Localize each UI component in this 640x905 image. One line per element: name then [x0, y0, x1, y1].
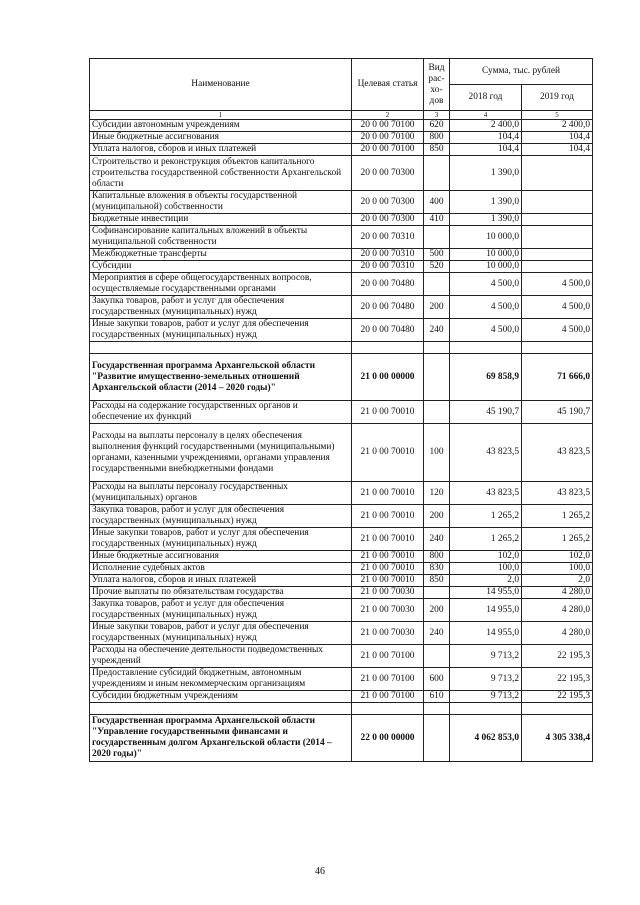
table-row [90, 482, 593, 505]
row-expense-type: 120 [424, 482, 450, 505]
row-name [90, 342, 352, 354]
row-name: Закупка товаров, работ и услуг для обеспечения государственных (муниципальных) нужд [90, 296, 352, 319]
row-expense-type: 240 [424, 528, 450, 551]
row-name: Мероприятия в сфере общегосударственных вопросов, осуществляемые государственными органами [90, 273, 352, 296]
row-target-code: 20 0 00 70310 [352, 249, 424, 261]
row-sum-2018: 1 390,0 [450, 214, 522, 226]
row-sum-2019 [522, 214, 593, 226]
row-sum-2019: 4 280,0 [522, 622, 593, 645]
table-row [90, 156, 593, 191]
row-name: Иные закупки товаров, работ и услуг для обеспечения государственных (муниципальных) нужд [90, 622, 352, 645]
row-sum-2018: 104,4 [450, 144, 522, 156]
table-row [90, 715, 593, 762]
row-name: Субсидии бюджетным учреждениям [90, 691, 352, 703]
row-sum-2018: 2,0 [450, 575, 522, 587]
column-number: 4 [450, 111, 522, 120]
row-expense-type: 850 [424, 575, 450, 587]
row-name: Софинансирование капитальных вложений в объекты муниципальной собственности [90, 226, 352, 249]
row-sum-2018: 45 190,7 [450, 401, 522, 424]
row-sum-2018: 10 000,0 [450, 226, 522, 249]
row-target-code: 20 0 00 70300 [352, 214, 424, 226]
row-sum-2019: 2 400,0 [522, 120, 593, 132]
table-row [90, 551, 593, 563]
row-sum-2019 [522, 703, 593, 715]
header-name: Наименование [90, 59, 352, 111]
row-target-code: 21 0 00 70030 [352, 599, 424, 622]
row-name: Иные бюджетные ассигнования [90, 132, 352, 144]
row-expense-type: 520 [424, 261, 450, 273]
row-sum-2019: 102,0 [522, 551, 593, 563]
row-name: Уплата налогов, сборов и иных платежей [90, 144, 352, 156]
row-name: Расходы на выплаты персоналу государственных (муниципальных) органов [90, 482, 352, 505]
row-sum-2019 [522, 226, 593, 249]
row-expense-type: 240 [424, 622, 450, 645]
row-expense-type: 100 [424, 424, 450, 482]
row-expense-type [424, 715, 450, 762]
row-sum-2018: 10 000,0 [450, 261, 522, 273]
row-expense-type: 500 [424, 249, 450, 261]
column-number: 1 [90, 111, 352, 120]
row-expense-type: 600 [424, 668, 450, 691]
row-sum-2018: 43 823,5 [450, 482, 522, 505]
table-row [90, 645, 593, 668]
row-expense-type: 620 [424, 120, 450, 132]
row-target-code: 20 0 00 70300 [352, 191, 424, 214]
row-sum-2018: 4 500,0 [450, 296, 522, 319]
row-name: Предоставление субсидий бюджетным, автономным учреждениям и иным некоммерческим организациям [90, 668, 352, 691]
table-row [90, 424, 593, 482]
row-name: Капитальные вложения в объекты государственной (муниципальной) собственности [90, 191, 352, 214]
row-sum-2019: 71 666,0 [522, 354, 593, 401]
row-sum-2019 [522, 191, 593, 214]
table-row [90, 354, 593, 401]
row-sum-2018: 102,0 [450, 551, 522, 563]
column-number: 3 [424, 111, 450, 120]
row-sum-2018: 1 265,2 [450, 505, 522, 528]
table-row [90, 226, 593, 249]
row-target-code: 20 0 00 70480 [352, 273, 424, 296]
table-row [90, 144, 593, 156]
row-expense-type: 240 [424, 319, 450, 342]
table-row [90, 319, 593, 342]
row-expense-type: 200 [424, 505, 450, 528]
page-number: 46 [315, 866, 325, 877]
table-row [90, 622, 593, 645]
row-sum-2018: 69 858,9 [450, 354, 522, 401]
row-sum-2018: 100,0 [450, 563, 522, 575]
row-target-code: 20 0 00 70310 [352, 261, 424, 273]
row-name: Закупка товаров, работ и услуг для обеспечения государственных (муниципальных) нужд [90, 505, 352, 528]
row-name: Межбюджетные трансферты [90, 249, 352, 261]
row-sum-2018: 104,4 [450, 132, 522, 144]
row-sum-2019: 22 195,3 [522, 691, 593, 703]
header-type: Вид рас-хо-дов [424, 59, 450, 111]
row-sum-2018: 9 713,2 [450, 668, 522, 691]
row-sum-2019: 43 823,5 [522, 424, 593, 482]
row-sum-2019: 4 305 338,4 [522, 715, 593, 762]
row-expense-type [424, 226, 450, 249]
table-row [90, 528, 593, 551]
row-target-code: 21 0 00 70010 [352, 424, 424, 482]
row-expense-type: 800 [424, 551, 450, 563]
table-row [90, 120, 593, 132]
row-expense-type [424, 156, 450, 191]
row-expense-type: 800 [424, 132, 450, 144]
row-name: Субсидии [90, 261, 352, 273]
row-name [90, 703, 352, 715]
row-sum-2018: 9 713,2 [450, 691, 522, 703]
row-expense-type [424, 273, 450, 296]
row-name: Расходы на выплаты персоналу в целях обеспечения выполнения функций государственными (муниципальными) органами, казенными учреждениями, органами управления государственными внебюджетными фондами [90, 424, 352, 482]
row-name: Закупка товаров, работ и услуг для обеспечения государственных (муниципальных) нужд [90, 599, 352, 622]
row-name: Иные закупки товаров, работ и услуг для обеспечения государственных (муниципальных) нужд [90, 319, 352, 342]
table-row [90, 691, 593, 703]
table-row [90, 505, 593, 528]
row-expense-type: 850 [424, 144, 450, 156]
row-expense-type [424, 703, 450, 715]
row-target-code: 21 0 00 70100 [352, 645, 424, 668]
row-sum-2018 [450, 703, 522, 715]
row-sum-2019: 4 500,0 [522, 319, 593, 342]
row-target-code: 20 0 00 70310 [352, 226, 424, 249]
header-year-2019: 2019 год [522, 85, 593, 111]
row-target-code: 21 0 00 70010 [352, 563, 424, 575]
row-expense-type [424, 401, 450, 424]
column-number: 5 [522, 111, 593, 120]
row-target-code: 21 0 00 70010 [352, 575, 424, 587]
row-target-code: 21 0 00 70010 [352, 551, 424, 563]
row-target-code: 21 0 00 70030 [352, 622, 424, 645]
row-sum-2018: 1 390,0 [450, 191, 522, 214]
row-expense-type: 830 [424, 563, 450, 575]
header-target: Целевая статья [352, 59, 424, 111]
row-sum-2018: 43 823,5 [450, 424, 522, 482]
row-sum-2019: 1 265,2 [522, 528, 593, 551]
table-row [90, 261, 593, 273]
row-target-code: 20 0 00 70480 [352, 296, 424, 319]
row-target-code: 21 0 00 70010 [352, 401, 424, 424]
row-expense-type [424, 354, 450, 401]
row-sum-2019 [522, 261, 593, 273]
row-sum-2019: 4 280,0 [522, 587, 593, 599]
row-target-code: 21 0 00 00000 [352, 354, 424, 401]
row-target-code: 21 0 00 70100 [352, 691, 424, 703]
row-sum-2018: 14 955,0 [450, 599, 522, 622]
row-expense-type: 410 [424, 214, 450, 226]
table-row [90, 599, 593, 622]
budget-table [89, 58, 593, 762]
table-row [90, 214, 593, 226]
row-expense-type [424, 342, 450, 354]
row-target-code: 20 0 00 70480 [352, 319, 424, 342]
row-target-code: 21 0 00 70030 [352, 587, 424, 599]
row-sum-2018: 4 500,0 [450, 319, 522, 342]
row-sum-2018: 10 000,0 [450, 249, 522, 261]
row-name: Иные закупки товаров, работ и услуг для обеспечения государственных (муниципальных) нужд [90, 528, 352, 551]
row-name: Субсидии автономным учреждениям [90, 120, 352, 132]
row-sum-2019: 4 500,0 [522, 273, 593, 296]
row-name: Строительство и реконструкция объектов капитального строительства государственной собственности Архангельской области [90, 156, 352, 191]
row-sum-2018: 14 955,0 [450, 622, 522, 645]
row-target-code [352, 342, 424, 354]
row-name: Уплата налогов, сборов и иных платежей [90, 575, 352, 587]
row-expense-type: 400 [424, 191, 450, 214]
row-name: Расходы на обеспечение деятельности подведомственных учреждений [90, 645, 352, 668]
table-row [90, 191, 593, 214]
row-target-code: 21 0 00 70010 [352, 528, 424, 551]
row-sum-2018: 4 500,0 [450, 273, 522, 296]
header-sum: Сумма, тыс. рублей [450, 59, 593, 85]
row-sum-2018: 1 265,2 [450, 528, 522, 551]
row-sum-2018: 9 713,2 [450, 645, 522, 668]
row-expense-type [424, 587, 450, 599]
row-target-code: 21 0 00 70100 [352, 668, 424, 691]
row-target-code: 22 0 00 00000 [352, 715, 424, 762]
row-name: Прочие выплаты по обязательствам государства [90, 587, 352, 599]
row-expense-type: 200 [424, 599, 450, 622]
row-target-code [352, 703, 424, 715]
row-expense-type: 200 [424, 296, 450, 319]
row-name: Бюджетные инвестиции [90, 214, 352, 226]
row-sum-2019: 2,0 [522, 575, 593, 587]
row-name: Расходы на содержание государственных органов и обеспечение их функций [90, 401, 352, 424]
row-sum-2018: 14 955,0 [450, 587, 522, 599]
column-number: 2 [352, 111, 424, 120]
row-name: Государственная программа Архангельской области "Развитие имущественно-земельных отношений Архангельской области (2014 – 2020 годы)" [90, 354, 352, 401]
row-sum-2018: 1 390,0 [450, 156, 522, 191]
row-sum-2019: 22 195,3 [522, 645, 593, 668]
row-sum-2019: 1 265,2 [522, 505, 593, 528]
row-sum-2019 [522, 156, 593, 191]
row-target-code: 20 0 00 70300 [352, 156, 424, 191]
table-row [90, 703, 593, 715]
row-expense-type: 610 [424, 691, 450, 703]
table-row [90, 273, 593, 296]
header-row [90, 59, 593, 85]
row-sum-2019: 104,4 [522, 144, 593, 156]
table-row [90, 342, 593, 354]
table-row [90, 563, 593, 575]
row-sum-2019: 4 500,0 [522, 296, 593, 319]
row-target-code: 20 0 00 70100 [352, 120, 424, 132]
row-sum-2019: 22 195,3 [522, 668, 593, 691]
row-sum-2018: 2 400,0 [450, 120, 522, 132]
row-target-code: 21 0 00 70010 [352, 482, 424, 505]
row-sum-2019: 4 280,0 [522, 599, 593, 622]
row-target-code: 21 0 00 70010 [352, 505, 424, 528]
row-sum-2018 [450, 342, 522, 354]
row-target-code: 20 0 00 70100 [352, 132, 424, 144]
table-row [90, 296, 593, 319]
row-expense-type [424, 645, 450, 668]
row-name: Государственная программа Архангельской области "Управление государственными финансами и государственным долгом Архангельской области (2014 – 2020 годы)" [90, 715, 352, 762]
row-sum-2019: 45 190,7 [522, 401, 593, 424]
row-target-code: 20 0 00 70100 [352, 144, 424, 156]
header-year-2018: 2018 год [450, 85, 522, 111]
table-row [90, 575, 593, 587]
row-sum-2019: 104,4 [522, 132, 593, 144]
table-row [90, 587, 593, 599]
row-name: Исполнение судебных актов [90, 563, 352, 575]
table-row [90, 249, 593, 261]
row-sum-2019: 100,0 [522, 563, 593, 575]
table-row [90, 668, 593, 691]
table-row [90, 401, 593, 424]
table-row [90, 132, 593, 144]
row-sum-2019: 43 823,5 [522, 482, 593, 505]
row-sum-2019 [522, 249, 593, 261]
row-sum-2019 [522, 342, 593, 354]
row-name: Иные бюджетные ассигнования [90, 551, 352, 563]
row-sum-2018: 4 062 853,0 [450, 715, 522, 762]
column-numbers-row [90, 111, 593, 120]
